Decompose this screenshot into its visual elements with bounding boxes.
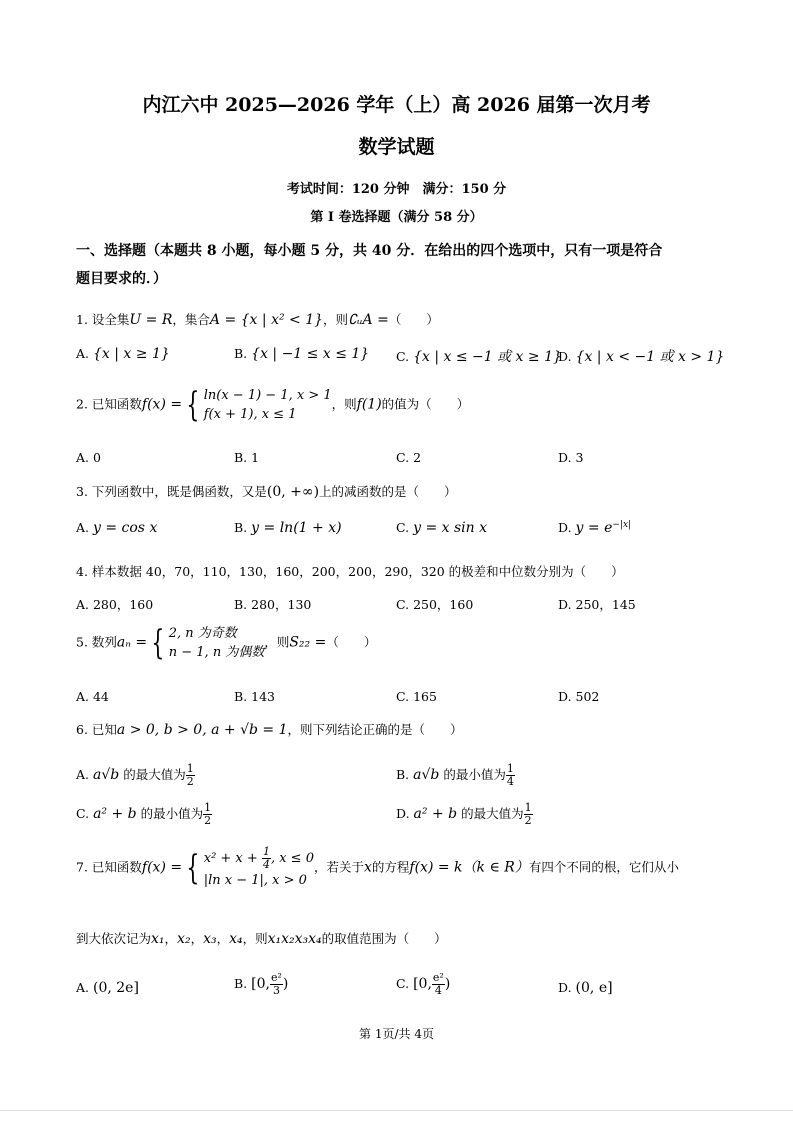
page-footer: 第 1页/共 4页 [359, 1027, 434, 1041]
q1-set-a: A = {x | x² < 1} [209, 312, 324, 328]
left-brace: { [186, 848, 200, 888]
q3-option-a: A. y = cos x [76, 520, 158, 536]
q5-option-d: D. 502 [558, 689, 600, 704]
part-instruction-line1: 一、选择题（本题共 8 小题，每小题 5 分，共 40 分．在给出的四个选项中，只有一项是符合 [76, 243, 663, 259]
left-brace: { [151, 623, 165, 663]
question-3: 3. 下列函数中，既是偶函数，又是(0, +∞)上的减函数的是（ ） [76, 484, 457, 500]
q1-option-d: D. {x | x < −1 或 x > 1} [558, 349, 725, 365]
q7-option-d: D. (0, e] [558, 980, 613, 996]
q1-complement: ∁ᵤA = [348, 312, 389, 328]
q1-then: ，则 [323, 312, 349, 327]
q3-option-d: D. $y = e^{-|x|}$ [558, 520, 632, 537]
q7-option-c: C. [0, $\frac{\text{e²}}{4}$ ) [396, 971, 451, 997]
q2-option-a: A. 0 [76, 450, 101, 465]
question-4: 4. 样本数据 40，70，110，130，160，200，200，290，320 的极差和中位数分别为（ ） [76, 564, 624, 579]
question-2: 2. 已知函数f(x) = { ln(x − 1) − 1, x > 1 f(x + 1), x ≤ 1，则f(1)的值为（ ） [76, 385, 470, 425]
q2-option-b: B. 1 [234, 450, 260, 465]
q4-option-c: C. 250，160 [396, 597, 474, 612]
q6-option-a: A. a√b 的最大值为 $\frac{1}{2}$ [76, 762, 194, 788]
q2-option-c: C. 2 [396, 450, 422, 465]
q2-piecewise: ln(x − 1) − 1, x > 1 f(x + 1), x ≤ 1 [203, 388, 332, 422]
page-bottom-divider [0, 1110, 793, 1111]
question-7: 7. 已知函数f(x) = { x² + x + $\frac{1}{4}$ , x ≤ 0 |ln x − 1|, x > 0，若关于x的方程f(x) = k（k ∈ R）有四个不同的根，它们从小 [76, 845, 679, 888]
q1-option-a: A. {x | x ≥ 1} [76, 346, 170, 362]
q6-option-d: D. a² + b 的最大值为 $\frac{1}{2}$ [396, 801, 532, 827]
question-7-line2: 到大依次记为x₁，x₂，x₃，x₄，则x₁x₂x₃x₄的取值范围为（ ） [76, 931, 447, 947]
q5-piecewise: 2, n 为奇数 n − 1, n 为偶数 [168, 626, 265, 660]
exam-info: 考试时间：120 分钟 满分：150 分 [286, 182, 507, 197]
question-6: 6. 已知a > 0, b > 0, a + √b = 1，则下列结论正确的是（ ） [76, 722, 463, 738]
q3-option-b: B. y = ln(1 + x) [234, 520, 342, 536]
q1-pre: 1. 设全集 [76, 312, 130, 327]
page-subtitle: 数学试题 [358, 136, 435, 158]
q4-option-d: D. 250，145 [558, 597, 636, 612]
q7-option-b: B. [0, $\frac{\text{e²}}{3}$ ) [234, 971, 289, 997]
q1-option-c: C. {x | x ≤ −1 或 x ≥ 1} [396, 349, 562, 365]
part-instruction-line2: 题目要求的．） [76, 271, 167, 287]
q7-option-a: A. (0, 2e] [76, 980, 139, 996]
q5-option-a: A. 44 [76, 689, 109, 704]
q7-piecewise: x² + x + $\frac{1}{4}$ , x ≤ 0 |ln x − 1|, x > 0 [203, 845, 314, 888]
page-title: 内江六中 2025—2026 学年（上）高 2026 届第一次月考 [142, 94, 651, 116]
q3-option-c: C. y = x sin x [396, 520, 487, 536]
q1-blank: （ ） [388, 312, 439, 327]
q5-option-c: C. 165 [396, 689, 437, 704]
q5-option-b: B. 143 [234, 689, 275, 704]
q4-option-b: B. 280，130 [234, 597, 312, 612]
question-1 [76, 310, 439, 328]
question-5: 5. 数列aₙ = { 2, n 为奇数 n − 1, n 为偶数，则S₂₂ =（ ） [76, 623, 377, 663]
q1-option-b: B. {x | −1 ≤ x ≤ 1} [234, 346, 370, 362]
q6-option-c: C. a² + b 的最小值为 $\frac{1}{2}$ [76, 801, 212, 827]
q4-option-a: A. 280，160 [76, 597, 154, 612]
q2-option-d: D. 3 [558, 450, 584, 465]
q1-mid: ，集合 [172, 312, 210, 327]
q1-universal-set: U = R [129, 312, 173, 328]
left-brace: { [186, 385, 200, 425]
q6-option-b: B. a√b 的最小值为 $\frac{1}{4}$ [396, 762, 514, 788]
section-title: 第 I 卷选择题（满分 58 分） [310, 210, 483, 225]
